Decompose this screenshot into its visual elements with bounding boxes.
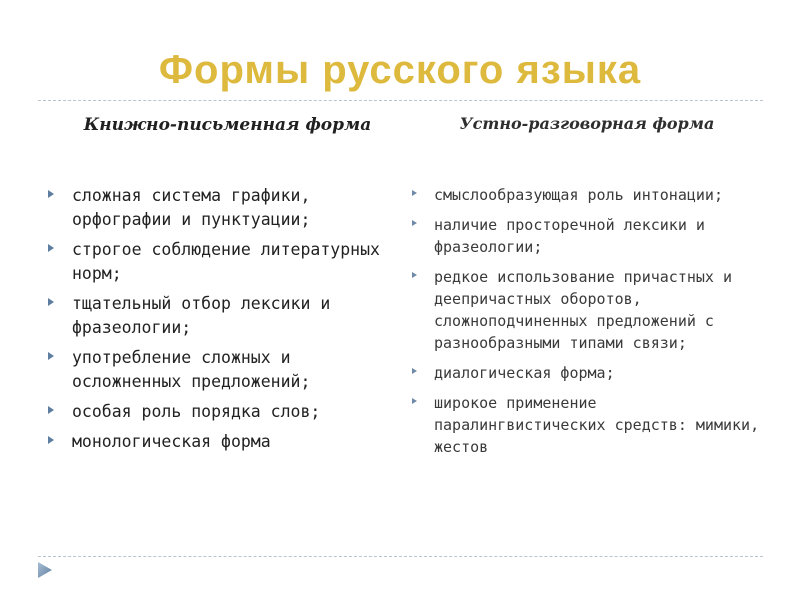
bullet-icon: [48, 190, 54, 198]
list-item: [48, 430, 393, 454]
top-divider: [38, 100, 763, 101]
list-item: [412, 214, 762, 258]
list-item: [48, 346, 393, 394]
left-column: [48, 112, 393, 460]
right-column-heading: Устно-разговорная форма: [459, 114, 715, 133]
bullet-icon: [412, 368, 417, 374]
bullet-icon: [412, 190, 417, 196]
list-item: [412, 362, 762, 384]
list-item-text: наличие просторечной лексики и фразеологии;: [434, 216, 705, 256]
bullet-icon: [48, 298, 54, 306]
right-column: [412, 112, 762, 466]
right-list: [412, 184, 762, 458]
list-item: [48, 292, 393, 340]
list-item: [412, 184, 762, 206]
list-item-text: употребление сложных и осложненных предложений;: [72, 348, 311, 391]
list-item-text: монологическая форма: [72, 432, 271, 451]
bullet-icon: [412, 272, 417, 278]
list-item: [48, 400, 393, 424]
bullet-icon: [412, 220, 417, 226]
list-item-text: редкое использование причастных и деепричастных оборотов, сложноподчиненных предложений с разнообразными типами связи;: [434, 268, 733, 352]
bottom-divider: [38, 556, 763, 557]
list-item-text: сложная система графики, орфографии и пунктуации;: [72, 186, 311, 229]
list-item-text: смыслообразующая роль интонации;: [434, 186, 723, 204]
triangle-nav-icon[interactable]: [36, 560, 54, 580]
list-item: [412, 266, 762, 354]
list-item-text: диалогическая форма;: [434, 364, 615, 382]
list-item-text: широкое применение паралингвистических средств: мимики, жестов: [434, 394, 760, 456]
bullet-icon: [48, 406, 54, 414]
bullet-icon: [48, 244, 54, 252]
list-item: [412, 392, 762, 458]
bullet-icon: [48, 436, 54, 444]
list-item: [48, 238, 393, 286]
list-item-text: строгое соблюдение литературных норм;: [72, 240, 380, 283]
list-item-text: особая роль порядка слов;: [72, 402, 321, 421]
bullet-icon: [412, 398, 417, 404]
list-item: [48, 184, 393, 232]
list-item-text: тщательный отбор лексики и фразеологии;: [72, 294, 331, 337]
left-list: [48, 184, 393, 454]
bullet-icon: [48, 352, 54, 360]
left-column-heading: Книжно-письменная форма: [83, 115, 372, 135]
slide-title: Формы русского языка: [158, 48, 642, 92]
